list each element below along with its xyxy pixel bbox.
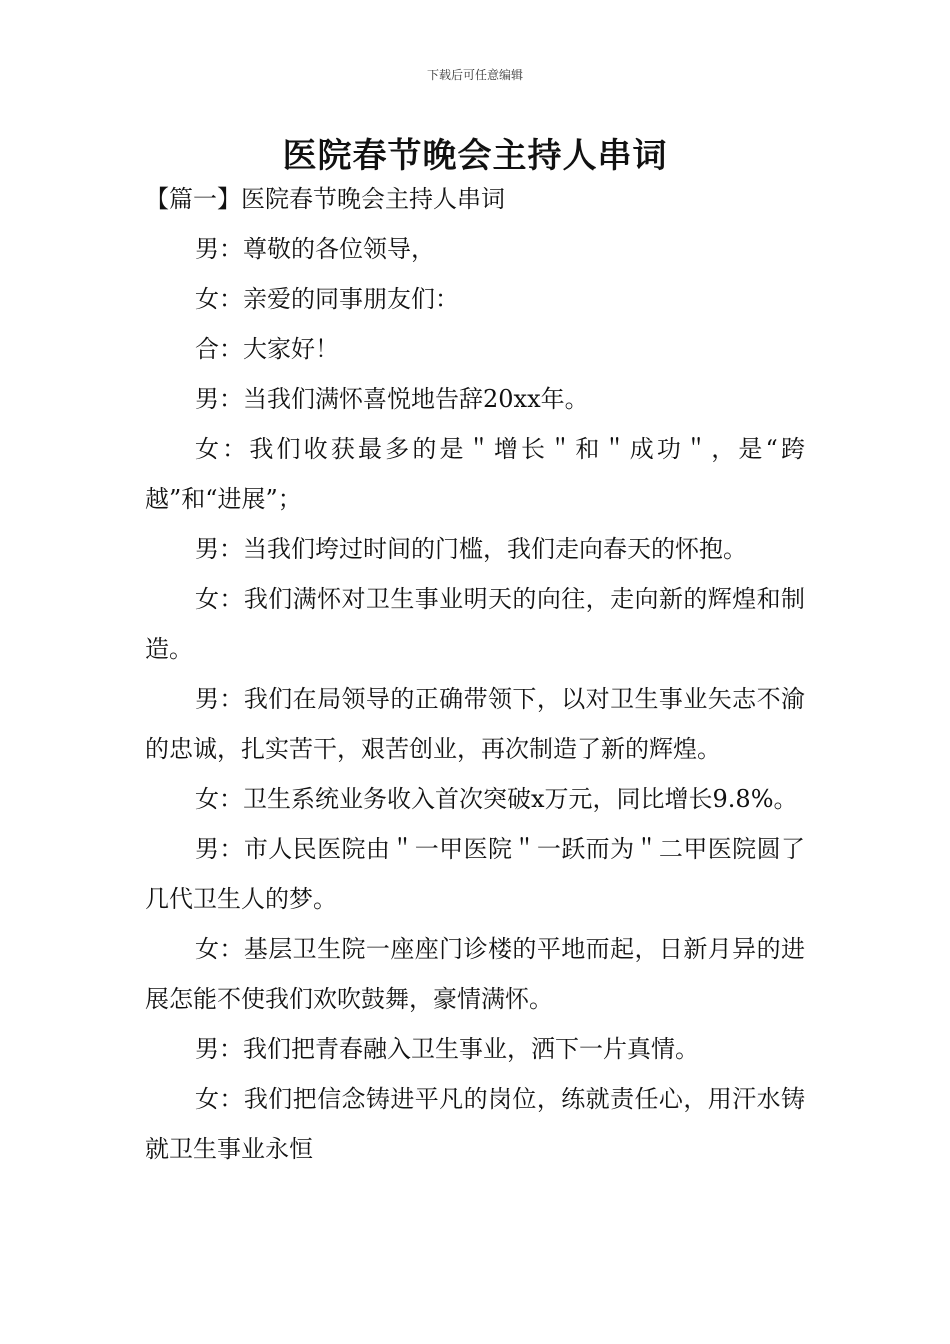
paragraph: 女：基层卫生院一座座门诊楼的平地而起，日新月异的进展怎能不使我们欢吹鼓舞，豪情满怀。: [145, 935, 805, 1013]
paragraph: 男：当我们垮过时间的门槛，我们走向春天的怀抱。: [195, 535, 747, 563]
paragraph: 合：大家好！: [195, 335, 339, 363]
paragraph: 男：市人民医院由＂一甲医院＂一跃而为＂二甲医院圆了几代卫生人的梦。: [145, 835, 805, 913]
document-title: 医院春节晚会主持人串词: [282, 136, 668, 176]
header-note: 下载后可任意编辑: [426, 68, 523, 82]
paragraph: 男：尊敬的各位领导，: [195, 235, 435, 263]
paragraph: 男：当我们满怀喜悦地告辞20xx年。: [195, 385, 589, 413]
paragraph: 男：我们在局领导的正确带领下，以对卫生事业矢志不渝的忠诚，扎实苦干，艰苦创业，再次制造了新的辉煌。: [145, 685, 805, 763]
paragraph: 女：卫生系统业务收入首次突破x万元，同比增长9.8%。: [195, 785, 798, 813]
paragraph: 男：我们把青春融入卫生事业，洒下一片真情。: [195, 1035, 699, 1063]
document-body: [145, 174, 805, 1174]
paragraph: 女：我们满怀对卫生事业明天的向往，走向新的辉煌和制造。: [145, 585, 805, 663]
section-label: 【篇一】医院春节晚会主持人串词: [145, 185, 505, 213]
paragraph: 女：我们把信念铸进平凡的岗位，练就责任心，用汗水铸就卫生事业永恒: [145, 1085, 805, 1163]
paragraph: 女：我们收获最多的是＂增长＂和＂成功＂，是“跨越”和“进展”；: [145, 435, 805, 513]
paragraph: 女：亲爱的同事朋友们：: [195, 285, 459, 313]
